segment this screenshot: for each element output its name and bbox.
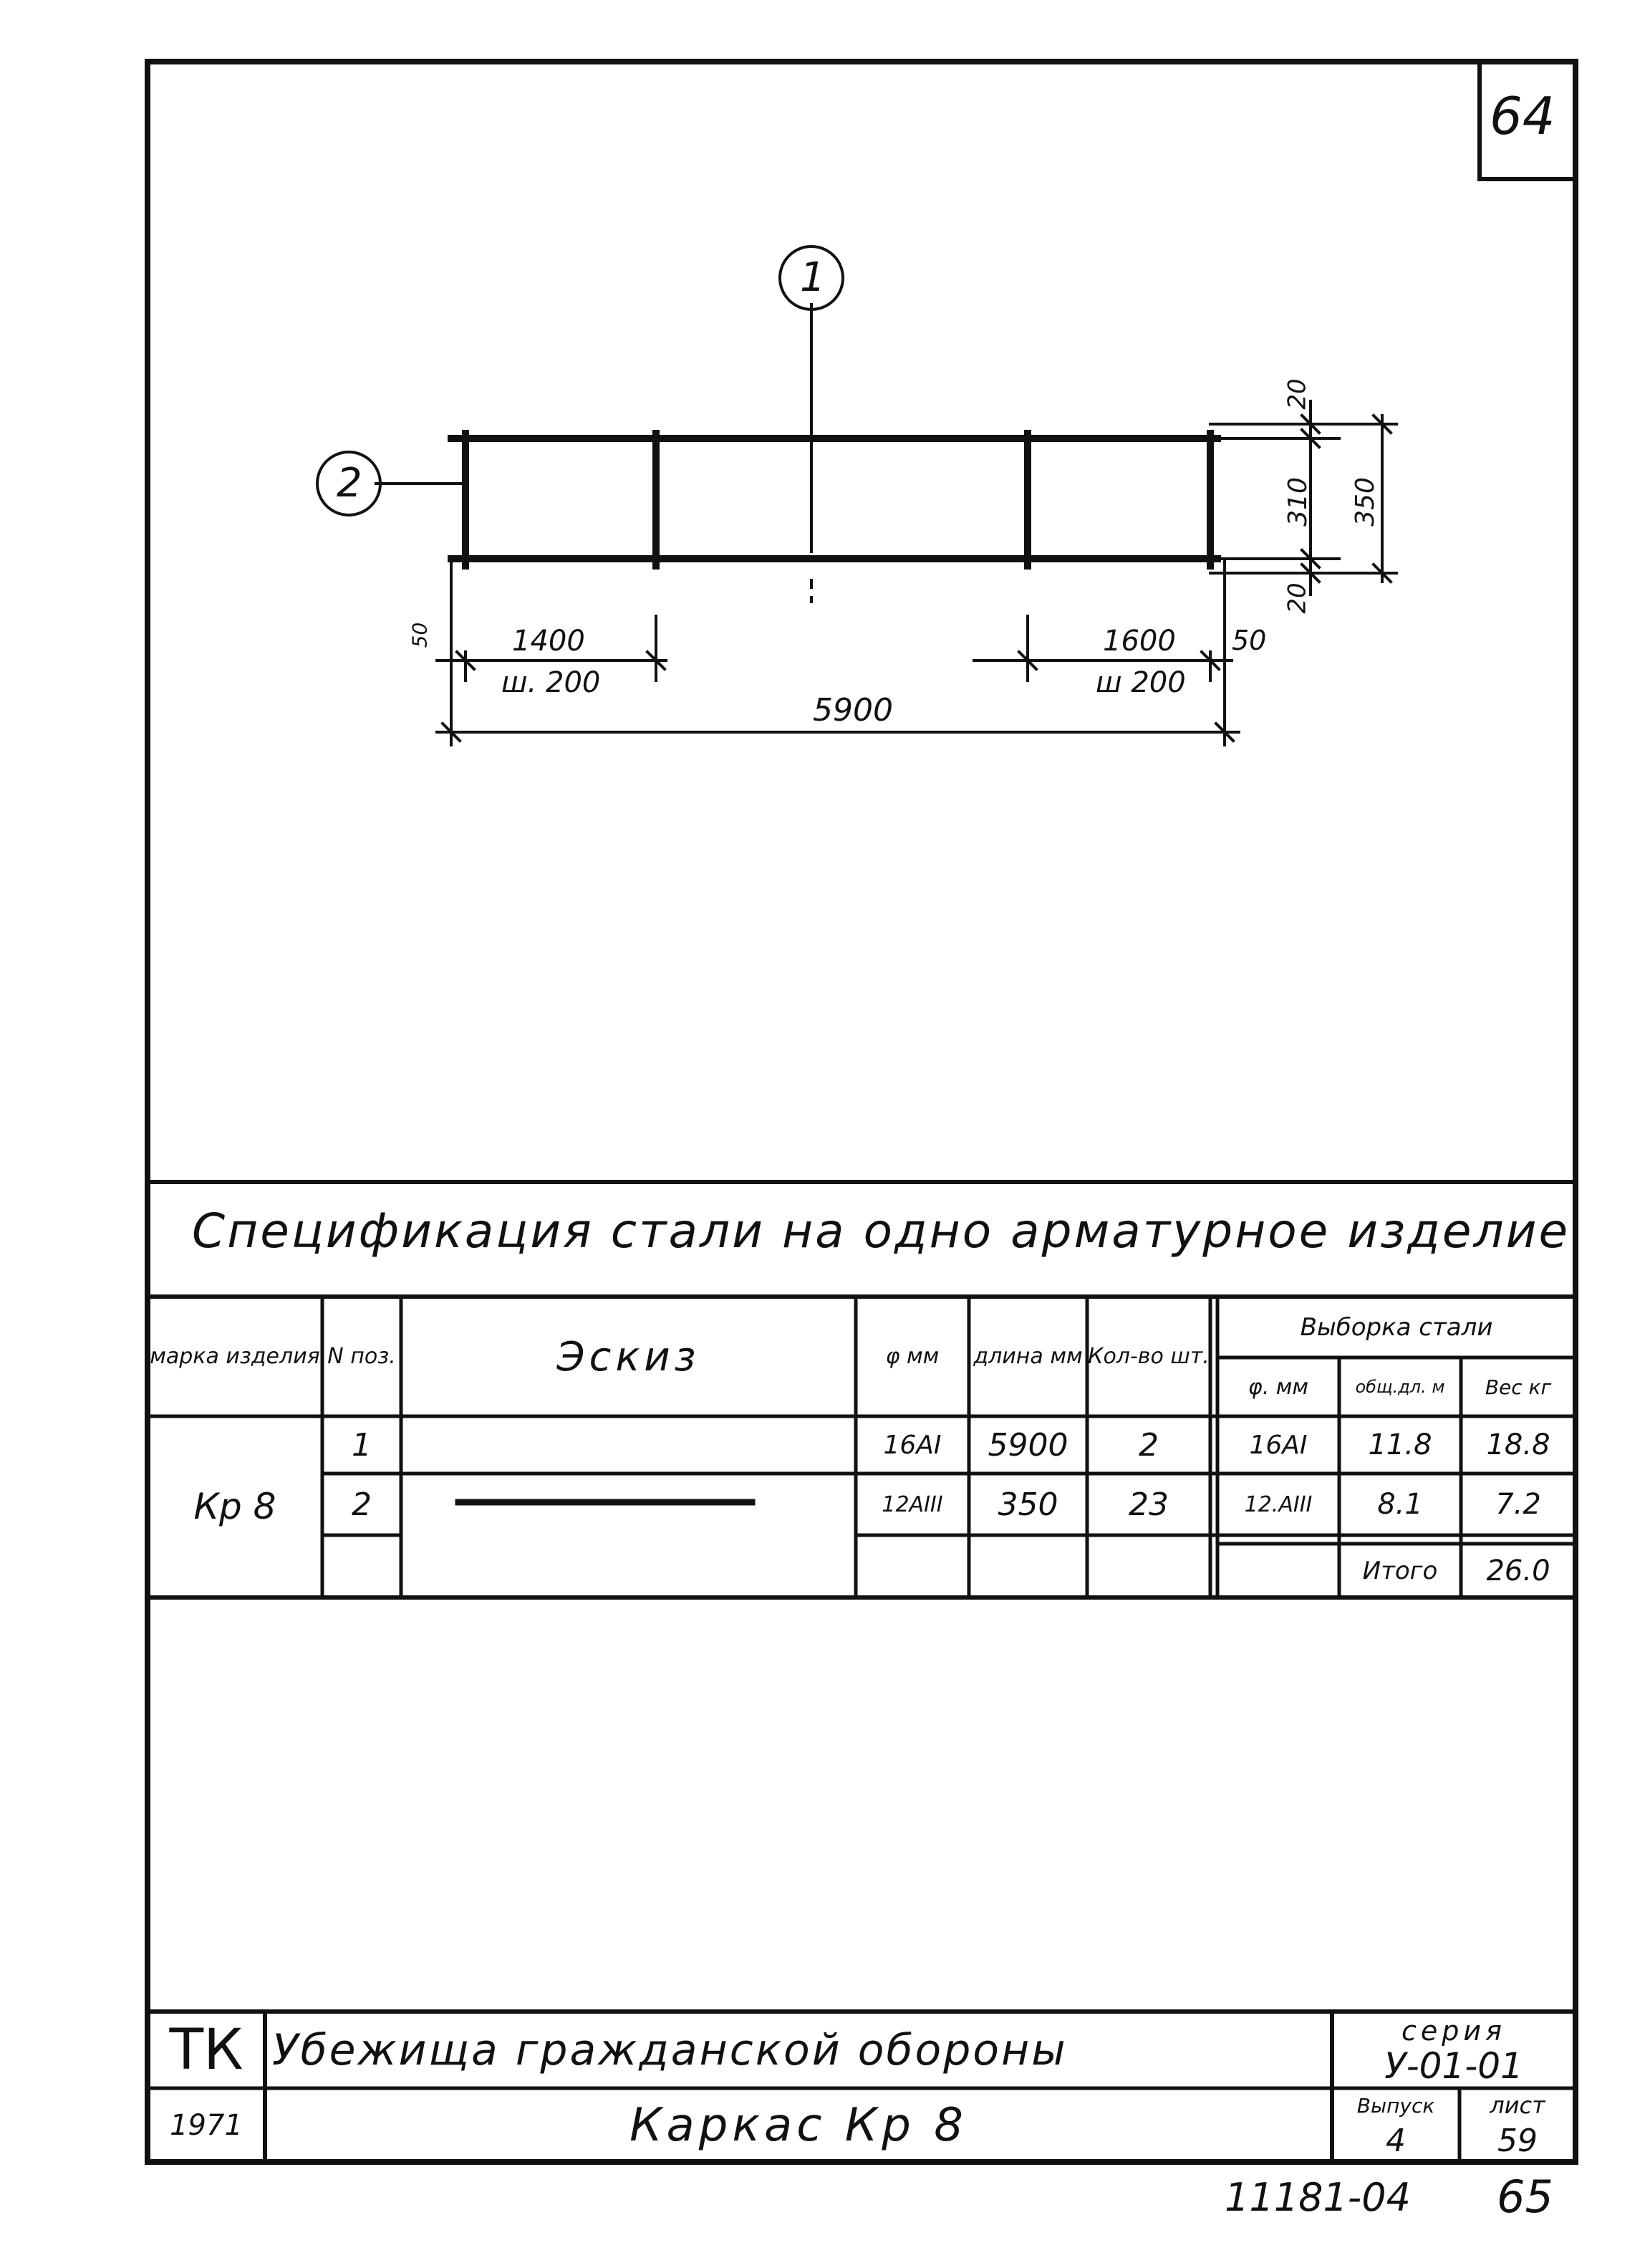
sketch-leaders — [317, 246, 843, 602]
issue-label: Выпуск — [1356, 2093, 1435, 2118]
series-value: У-01-01 — [1384, 2045, 1523, 2087]
dim-20-bottom: 20 — [1283, 582, 1312, 614]
product-mark: Кр 8 — [193, 1486, 276, 1527]
page-number: 65 — [1497, 2171, 1553, 2223]
header-mark: марка изделия — [150, 1344, 320, 1369]
total-value: 26.0 — [1486, 1555, 1550, 1587]
row1-pos: 1 — [352, 1426, 372, 1464]
header-sel-total-length: общ.дл. м — [1355, 1377, 1445, 1397]
row2-count: 23 — [1129, 1486, 1169, 1523]
header-sketch: Эскиз — [556, 1333, 700, 1380]
header-selection: Выборка стали — [1300, 1313, 1493, 1342]
series-label: серия — [1401, 2015, 1506, 2047]
callout-label-2: 2 — [337, 460, 362, 506]
drawing-frame — [148, 62, 1576, 2162]
row1-length: 5900 — [988, 1426, 1068, 1464]
row2-sel-diameter: 12.AIII — [1244, 1491, 1313, 1517]
issue-value: 4 — [1386, 2122, 1406, 2159]
sheet-value: 59 — [1497, 2122, 1538, 2159]
row2-sel-weight: 7.2 — [1495, 1488, 1541, 1521]
header-sel-weight: Вес кг — [1485, 1375, 1552, 1399]
dim-20-top: 20 — [1283, 378, 1312, 410]
sheet-number: 64 — [1490, 86, 1555, 146]
dim-step-left: ш. 200 — [501, 666, 601, 699]
total-label: Итого — [1362, 1557, 1438, 1585]
project-title: Убежища гражданской обороны — [272, 2025, 1068, 2075]
dim-1400: 1400 — [512, 625, 585, 658]
row1-sel-diameter: 16AI — [1249, 1430, 1308, 1460]
rebar-frame-sketch — [451, 433, 1217, 566]
row2-diameter: 12AIII — [882, 1491, 943, 1517]
row1-count: 2 — [1139, 1426, 1159, 1464]
callout-label-1: 1 — [800, 254, 826, 301]
spec-title: Спецификация стали на одно арматурное изделие — [192, 1203, 1571, 1259]
sheet-title: Каркас Кр 8 — [629, 2099, 968, 2152]
header-pos: N поз. — [327, 1344, 396, 1369]
row2-length: 350 — [998, 1486, 1058, 1523]
doc-code: 11181-04 — [1225, 2175, 1411, 2220]
header-diameter: φ мм — [885, 1344, 940, 1369]
dim-1600: 1600 — [1103, 625, 1176, 658]
year: 1971 — [170, 2109, 243, 2142]
dim-310: 310 — [1283, 477, 1313, 527]
row1-sel-total-length: 11.8 — [1368, 1428, 1432, 1461]
sheet-label: лист — [1490, 2092, 1545, 2119]
dim-5900: 5900 — [813, 692, 893, 729]
header-length: длина мм — [973, 1344, 1083, 1369]
row2-pos: 2 — [352, 1486, 372, 1523]
org-code: ТК — [169, 2018, 243, 2082]
row1-diameter: 16AI — [883, 1430, 942, 1460]
header-count: Кол-во шт. — [1088, 1344, 1210, 1369]
dim-50-right: 50 — [1232, 625, 1267, 656]
header-sel-diameter: φ. мм — [1248, 1374, 1309, 1400]
row2-sel-total-length: 8.1 — [1377, 1488, 1423, 1521]
dim-350: 350 — [1350, 477, 1380, 527]
dim-step-right: ш 200 — [1096, 666, 1186, 699]
row1-sel-weight: 18.8 — [1486, 1428, 1550, 1461]
dim-50-left: 50 — [407, 622, 432, 648]
